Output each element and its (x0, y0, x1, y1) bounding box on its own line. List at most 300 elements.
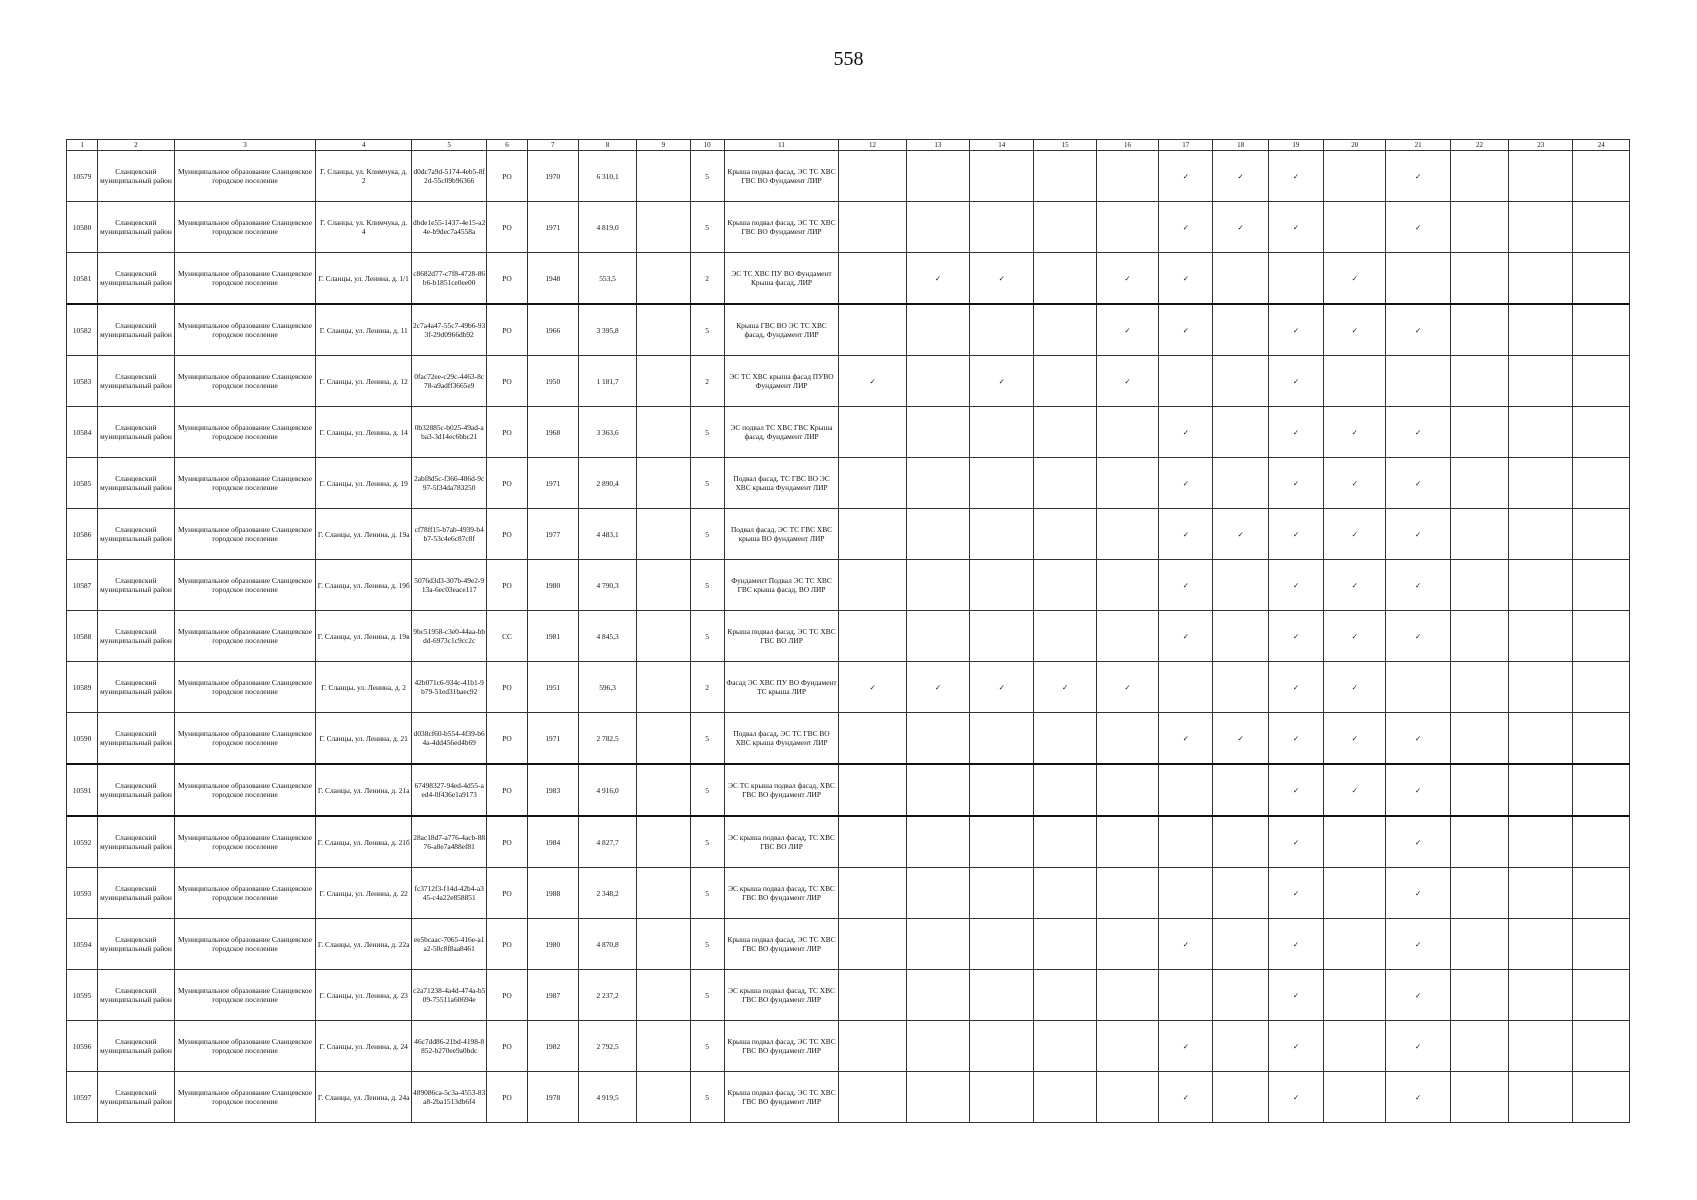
empty-cell (839, 151, 906, 202)
floors-cell: 5 (690, 1021, 724, 1072)
ownership-form-cell: РО (487, 713, 527, 765)
address-cell: Г. Сланцы, ул. Ленина, д. 1/1 (316, 253, 412, 305)
check-mark-icon: ✓ (1213, 151, 1268, 202)
building-uuid-cell: d0dc7a9d-5174-4eb5-8f2d-55c09b96366 (411, 151, 486, 202)
empty-cell (906, 356, 969, 407)
empty-cell (1509, 407, 1573, 458)
check-mark-icon: ✓ (1159, 253, 1213, 305)
area-cell: 2 782,5 (578, 713, 636, 765)
municipality-cell: Муниципальное образование Сланцевское городское поселение (174, 202, 316, 253)
empty-cell (1509, 253, 1573, 305)
area-cell: 4 819,0 (578, 202, 636, 253)
municipality-cell: Муниципальное образование Сланцевское городское поселение (174, 868, 316, 919)
row-id-cell: 10591 (67, 764, 98, 816)
district-cell: Сланцевский муниципальный район (98, 509, 174, 560)
column-9-cell (637, 970, 690, 1021)
empty-cell (906, 202, 969, 253)
ownership-form-cell: РО (487, 970, 527, 1021)
works-list-cell: Фундамент Подвал ЭС ТС ХВС ГВС крыша фасад, ВО ЛИР (724, 560, 839, 611)
address-cell: Г. Сланцы, ул. Ленина, д. 14 (316, 407, 412, 458)
check-mark-icon: ✓ (1268, 202, 1323, 253)
column-number-row (67, 140, 1630, 151)
district-cell: Сланцевский муниципальный район (98, 611, 174, 662)
check-mark-icon: ✓ (1386, 816, 1450, 868)
empty-cell (1573, 458, 1630, 509)
build-year-cell: 1988 (527, 868, 578, 919)
empty-cell (970, 458, 1034, 509)
check-mark-icon: ✓ (1096, 356, 1158, 407)
check-mark-icon: ✓ (1159, 202, 1213, 253)
empty-cell (1573, 970, 1630, 1021)
empty-cell (1213, 868, 1268, 919)
empty-cell (1213, 611, 1268, 662)
empty-cell (970, 713, 1034, 765)
empty-cell (1213, 919, 1268, 970)
empty-cell (906, 919, 969, 970)
empty-cell (1034, 560, 1096, 611)
check-mark-icon: ✓ (1159, 509, 1213, 560)
table-row (67, 662, 1630, 713)
floors-cell: 5 (690, 919, 724, 970)
empty-cell (970, 1021, 1034, 1072)
check-mark-icon: ✓ (1386, 764, 1450, 816)
check-mark-icon: ✓ (1268, 919, 1323, 970)
empty-cell (906, 1021, 969, 1072)
table-row (67, 560, 1630, 611)
municipality-cell: Муниципальное образование Сланцевское городское поселение (174, 458, 316, 509)
check-mark-icon: ✓ (1386, 509, 1450, 560)
empty-cell (1096, 1021, 1158, 1072)
empty-cell (906, 407, 969, 458)
empty-cell (1213, 560, 1268, 611)
registry-table (66, 139, 1630, 1123)
empty-cell (1450, 611, 1508, 662)
empty-cell (1509, 970, 1573, 1021)
empty-cell (839, 764, 906, 816)
empty-cell (1034, 151, 1096, 202)
column-header: 24 (1573, 140, 1630, 151)
check-mark-icon: ✓ (1159, 304, 1213, 356)
column-9-cell (637, 151, 690, 202)
column-header: 19 (1268, 140, 1323, 151)
column-header: 20 (1324, 140, 1386, 151)
empty-cell (1324, 1021, 1386, 1072)
works-list-cell: Крыша подвал фасад, ЭС ТС ХВС ГВС ВО Фундамент ЛИР (724, 151, 839, 202)
empty-cell (1213, 253, 1268, 305)
empty-cell (1034, 1072, 1096, 1123)
municipality-cell: Муниципальное образование Сланцевское городское поселение (174, 560, 316, 611)
column-9-cell (637, 662, 690, 713)
municipality-cell: Муниципальное образование Сланцевское городское поселение (174, 970, 316, 1021)
empty-cell (1324, 151, 1386, 202)
empty-cell (1096, 1072, 1158, 1123)
area-cell: 3 363,6 (578, 407, 636, 458)
ownership-form-cell: РО (487, 407, 527, 458)
ownership-form-cell: РО (487, 253, 527, 305)
empty-cell (1159, 816, 1213, 868)
table-row (67, 713, 1630, 765)
check-mark-icon: ✓ (1324, 662, 1386, 713)
building-uuid-cell: c2a71238-4a4d-474a-b509-75511a60694e (411, 970, 486, 1021)
district-cell: Сланцевский муниципальный район (98, 919, 174, 970)
row-id-cell: 10595 (67, 970, 98, 1021)
area-cell: 2 237,2 (578, 970, 636, 1021)
floors-cell: 5 (690, 970, 724, 1021)
address-cell: Г. Сланцы, ул. Климчука, д. 2 (316, 151, 412, 202)
empty-cell (1096, 868, 1158, 919)
check-mark-icon: ✓ (1324, 611, 1386, 662)
column-9-cell (637, 764, 690, 816)
empty-cell (839, 816, 906, 868)
building-uuid-cell: 2abf8d5c-f366-486d-9c97-5f34da783250 (411, 458, 486, 509)
table-row (67, 304, 1630, 356)
empty-cell (970, 611, 1034, 662)
build-year-cell: 1980 (527, 919, 578, 970)
table-row (67, 611, 1630, 662)
works-list-cell: ЭС крыша подвал фасад, ТС ХВС ГВС ВО фундамент ЛИР (724, 868, 839, 919)
empty-cell (906, 560, 969, 611)
empty-cell (906, 868, 969, 919)
floors-cell: 5 (690, 560, 724, 611)
row-id-cell: 10597 (67, 1072, 98, 1123)
check-mark-icon: ✓ (1268, 1072, 1323, 1123)
empty-cell (1573, 816, 1630, 868)
column-9-cell (637, 1021, 690, 1072)
empty-cell (1096, 713, 1158, 765)
check-mark-icon: ✓ (1096, 253, 1158, 305)
address-cell: Г. Сланцы, ул. Ленина, д. 11 (316, 304, 412, 356)
check-mark-icon: ✓ (906, 253, 969, 305)
row-id-cell: 10583 (67, 356, 98, 407)
address-cell: Г. Сланцы, ул. Ленина, д. 19 (316, 458, 412, 509)
column-header: 6 (487, 140, 527, 151)
building-uuid-cell: 28ac18d7-a776-4acb-8876-a8e7a488ef81 (411, 816, 486, 868)
empty-cell (1450, 356, 1508, 407)
check-mark-icon: ✓ (1386, 970, 1450, 1021)
check-mark-icon: ✓ (1268, 816, 1323, 868)
empty-cell (1450, 764, 1508, 816)
building-uuid-cell: d038cf60-b554-4f39-b64a-4dd456ed4b69 (411, 713, 486, 765)
empty-cell (1096, 407, 1158, 458)
empty-cell (1573, 304, 1630, 356)
empty-cell (839, 458, 906, 509)
empty-cell (1034, 253, 1096, 305)
check-mark-icon: ✓ (1096, 304, 1158, 356)
area-cell: 6 310,1 (578, 151, 636, 202)
check-mark-icon: ✓ (1386, 611, 1450, 662)
empty-cell (1213, 970, 1268, 1021)
build-year-cell: 1977 (527, 509, 578, 560)
empty-cell (1034, 919, 1096, 970)
check-mark-icon: ✓ (1268, 458, 1323, 509)
empty-cell (1386, 253, 1450, 305)
area-cell: 3 395,8 (578, 304, 636, 356)
check-mark-icon: ✓ (1386, 1021, 1450, 1072)
building-uuid-cell: ee5bcaac-7065-416e-a1a2-50c8f8aa8461 (411, 919, 486, 970)
empty-cell (1034, 458, 1096, 509)
build-year-cell: 1951 (527, 662, 578, 713)
ownership-form-cell: РО (487, 458, 527, 509)
column-9-cell (637, 458, 690, 509)
ownership-form-cell: РО (487, 868, 527, 919)
empty-cell (1450, 202, 1508, 253)
column-9-cell (637, 1072, 690, 1123)
address-cell: Г. Сланцы, ул. Климчука, д. 4 (316, 202, 412, 253)
empty-cell (1324, 816, 1386, 868)
empty-cell (1450, 713, 1508, 765)
column-header: 8 (578, 140, 636, 151)
row-id-cell: 10587 (67, 560, 98, 611)
empty-cell (1450, 868, 1508, 919)
empty-cell (1509, 868, 1573, 919)
check-mark-icon: ✓ (1213, 202, 1268, 253)
empty-cell (1450, 407, 1508, 458)
column-header: 3 (174, 140, 316, 151)
table-row (67, 1072, 1630, 1123)
table-row (67, 764, 1630, 816)
table-row (67, 509, 1630, 560)
address-cell: Г. Сланцы, ул. Ленина, д. 24 (316, 1021, 412, 1072)
district-cell: Сланцевский муниципальный район (98, 713, 174, 765)
empty-cell (1034, 202, 1096, 253)
table-row (67, 1021, 1630, 1072)
building-uuid-cell: 489086ca-5c3a-4553-83a8-2ba1513db6f4 (411, 1072, 486, 1123)
empty-cell (1268, 253, 1323, 305)
empty-cell (1450, 662, 1508, 713)
works-list-cell: ЭС крыша подвал фасад, ТС ХВС ГВС ВО фундамент ЛИР (724, 970, 839, 1021)
municipality-cell: Муниципальное образование Сланцевское городское поселение (174, 356, 316, 407)
check-mark-icon: ✓ (970, 356, 1034, 407)
empty-cell (1159, 662, 1213, 713)
empty-cell (1034, 356, 1096, 407)
empty-cell (1096, 816, 1158, 868)
empty-cell (839, 919, 906, 970)
table-row (67, 970, 1630, 1021)
building-uuid-cell: 5076d3d3-307b-49e2-913a-6ec03eace117 (411, 560, 486, 611)
ownership-form-cell: РО (487, 304, 527, 356)
build-year-cell: 1971 (527, 458, 578, 509)
municipality-cell: Муниципальное образование Сланцевское городское поселение (174, 713, 316, 765)
column-header: 2 (98, 140, 174, 151)
floors-cell: 5 (690, 1072, 724, 1123)
table-row (67, 868, 1630, 919)
table-row (67, 816, 1630, 868)
empty-cell (906, 1072, 969, 1123)
empty-cell (970, 816, 1034, 868)
works-list-cell: ЭС подвал ТС ХВС ГВС Крыша фасад, Фундамент ЛИР (724, 407, 839, 458)
check-mark-icon: ✓ (1268, 764, 1323, 816)
ownership-form-cell: РО (487, 1021, 527, 1072)
empty-cell (1509, 304, 1573, 356)
empty-cell (1096, 919, 1158, 970)
empty-cell (1509, 560, 1573, 611)
building-uuid-cell: 2c7a4a47-55c7-49b6-933f-29d0966db92 (411, 304, 486, 356)
floors-cell: 5 (690, 611, 724, 662)
building-uuid-cell: c8682d77-c7f8-4728-86b6-b1851ce0ee00 (411, 253, 486, 305)
column-header: 11 (724, 140, 839, 151)
column-header: 23 (1509, 140, 1573, 151)
check-mark-icon: ✓ (970, 253, 1034, 305)
empty-cell (906, 509, 969, 560)
empty-cell (1159, 970, 1213, 1021)
empty-cell (839, 1072, 906, 1123)
check-mark-icon: ✓ (1159, 151, 1213, 202)
works-list-cell: Подвал фасад, ЭС ТС ГВС ХВС крыша ВО фундамент ЛИР (724, 509, 839, 560)
check-mark-icon: ✓ (1096, 662, 1158, 713)
table-row (67, 407, 1630, 458)
empty-cell (1324, 356, 1386, 407)
empty-cell (1573, 662, 1630, 713)
empty-cell (1573, 1021, 1630, 1072)
row-id-cell: 10593 (67, 868, 98, 919)
check-mark-icon: ✓ (1213, 713, 1268, 765)
check-mark-icon: ✓ (1268, 1021, 1323, 1072)
floors-cell: 5 (690, 868, 724, 919)
empty-cell (970, 970, 1034, 1021)
table-row (67, 253, 1630, 305)
address-cell: Г. Сланцы, ул. Ленина, д. 21а (316, 764, 412, 816)
build-year-cell: 1971 (527, 713, 578, 765)
check-mark-icon: ✓ (1268, 509, 1323, 560)
column-header: 5 (411, 140, 486, 151)
building-uuid-cell: 46c7dd86-21bd-4198-8852-b270ee9a0bdc (411, 1021, 486, 1072)
empty-cell (906, 304, 969, 356)
check-mark-icon: ✓ (1324, 509, 1386, 560)
build-year-cell: 1980 (527, 560, 578, 611)
build-year-cell: 1971 (527, 202, 578, 253)
check-mark-icon: ✓ (1386, 919, 1450, 970)
floors-cell: 2 (690, 662, 724, 713)
row-id-cell: 10585 (67, 458, 98, 509)
empty-cell (839, 713, 906, 765)
empty-cell (1509, 509, 1573, 560)
check-mark-icon: ✓ (1268, 304, 1323, 356)
municipality-cell: Муниципальное образование Сланцевское городское поселение (174, 304, 316, 356)
check-mark-icon: ✓ (1268, 356, 1323, 407)
build-year-cell: 1978 (527, 1072, 578, 1123)
empty-cell (1034, 764, 1096, 816)
area-cell: 2 792,5 (578, 1021, 636, 1072)
municipality-cell: Муниципальное образование Сланцевское городское поселение (174, 764, 316, 816)
empty-cell (839, 970, 906, 1021)
empty-cell (1509, 1021, 1573, 1072)
check-mark-icon: ✓ (1268, 611, 1323, 662)
check-mark-icon: ✓ (1386, 868, 1450, 919)
works-list-cell: Подвал фасад, ЭС ТС ГВС ВО ХВС крыша Фундамент ЛИР (724, 713, 839, 765)
empty-cell (839, 407, 906, 458)
address-cell: Г. Сланцы, ул. Ленина, д. 19б (316, 560, 412, 611)
area-cell: 1 181,7 (578, 356, 636, 407)
district-cell: Сланцевский муниципальный район (98, 764, 174, 816)
empty-cell (970, 868, 1034, 919)
check-mark-icon: ✓ (1268, 713, 1323, 765)
check-mark-icon: ✓ (1268, 868, 1323, 919)
floors-cell: 5 (690, 202, 724, 253)
build-year-cell: 1983 (527, 764, 578, 816)
check-mark-icon: ✓ (1159, 919, 1213, 970)
address-cell: Г. Сланцы, ул. Ленина, д. 22 (316, 868, 412, 919)
ownership-form-cell: РО (487, 509, 527, 560)
empty-cell (906, 713, 969, 765)
check-mark-icon: ✓ (839, 662, 906, 713)
empty-cell (1159, 868, 1213, 919)
column-header: 22 (1450, 140, 1508, 151)
empty-cell (1573, 356, 1630, 407)
municipality-cell: Муниципальное образование Сланцевское городское поселение (174, 407, 316, 458)
row-id-cell: 10592 (67, 816, 98, 868)
empty-cell (1096, 764, 1158, 816)
municipality-cell: Муниципальное образование Сланцевское городское поселение (174, 151, 316, 202)
build-year-cell: 1981 (527, 611, 578, 662)
column-9-cell (637, 611, 690, 662)
building-uuid-cell: cf78ff15-b7ab-4939-b4b7-53c4e6c87c8f (411, 509, 486, 560)
works-list-cell: Крыша подвал фасад, ЭС ТС ХВС ГВС ВО фундамент ЛИР (724, 1021, 839, 1072)
empty-cell (1509, 764, 1573, 816)
floors-cell: 5 (690, 458, 724, 509)
building-uuid-cell: 9bc51958-c3e0-44aa-bbdd-6973c1c9cc2c (411, 611, 486, 662)
empty-cell (1034, 970, 1096, 1021)
ownership-form-cell: СС (487, 611, 527, 662)
check-mark-icon: ✓ (1268, 662, 1323, 713)
empty-cell (906, 611, 969, 662)
district-cell: Сланцевский муниципальный район (98, 1021, 174, 1072)
row-id-cell: 10581 (67, 253, 98, 305)
column-9-cell (637, 816, 690, 868)
empty-cell (970, 764, 1034, 816)
empty-cell (1573, 713, 1630, 765)
empty-cell (1450, 509, 1508, 560)
check-mark-icon: ✓ (1159, 1072, 1213, 1123)
column-header: 14 (970, 140, 1034, 151)
check-mark-icon: ✓ (906, 662, 969, 713)
municipality-cell: Муниципальное образование Сланцевское городское поселение (174, 611, 316, 662)
empty-cell (970, 304, 1034, 356)
works-list-cell: ЭС ТС крыша подвал фасад, ХВС ГВС ВО фундамент ЛИР (724, 764, 839, 816)
empty-cell (1450, 1021, 1508, 1072)
empty-cell (839, 253, 906, 305)
address-cell: Г. Сланцы, ул. Ленина, д. 12 (316, 356, 412, 407)
check-mark-icon: ✓ (1034, 662, 1096, 713)
empty-cell (1573, 151, 1630, 202)
address-cell: Г. Сланцы, ул. Ленина, д. 23 (316, 970, 412, 1021)
district-cell: Сланцевский муниципальный район (98, 560, 174, 611)
ownership-form-cell: РО (487, 764, 527, 816)
column-header: 13 (906, 140, 969, 151)
empty-cell (1213, 1021, 1268, 1072)
empty-cell (1034, 611, 1096, 662)
empty-cell (1450, 1072, 1508, 1123)
build-year-cell: 1968 (527, 407, 578, 458)
address-cell: Г. Сланцы, ул. Ленина, д. 22а (316, 919, 412, 970)
check-mark-icon: ✓ (1324, 458, 1386, 509)
works-list-cell: ЭС ТС ХВС ПУ ВО Фундамент Крыша фасад, ЛИР (724, 253, 839, 305)
empty-cell (970, 1072, 1034, 1123)
empty-cell (1324, 1072, 1386, 1123)
ownership-form-cell: РО (487, 560, 527, 611)
ownership-form-cell: РО (487, 919, 527, 970)
table-row (67, 202, 1630, 253)
check-mark-icon: ✓ (1324, 304, 1386, 356)
empty-cell (1034, 816, 1096, 868)
row-id-cell: 10596 (67, 1021, 98, 1072)
check-mark-icon: ✓ (1213, 509, 1268, 560)
building-uuid-cell: 67498327-94ed-4d55-aed4-0f436e1a9173 (411, 764, 486, 816)
empty-cell (1509, 458, 1573, 509)
empty-cell (1096, 611, 1158, 662)
column-9-cell (637, 509, 690, 560)
ownership-form-cell: РО (487, 662, 527, 713)
empty-cell (1159, 356, 1213, 407)
